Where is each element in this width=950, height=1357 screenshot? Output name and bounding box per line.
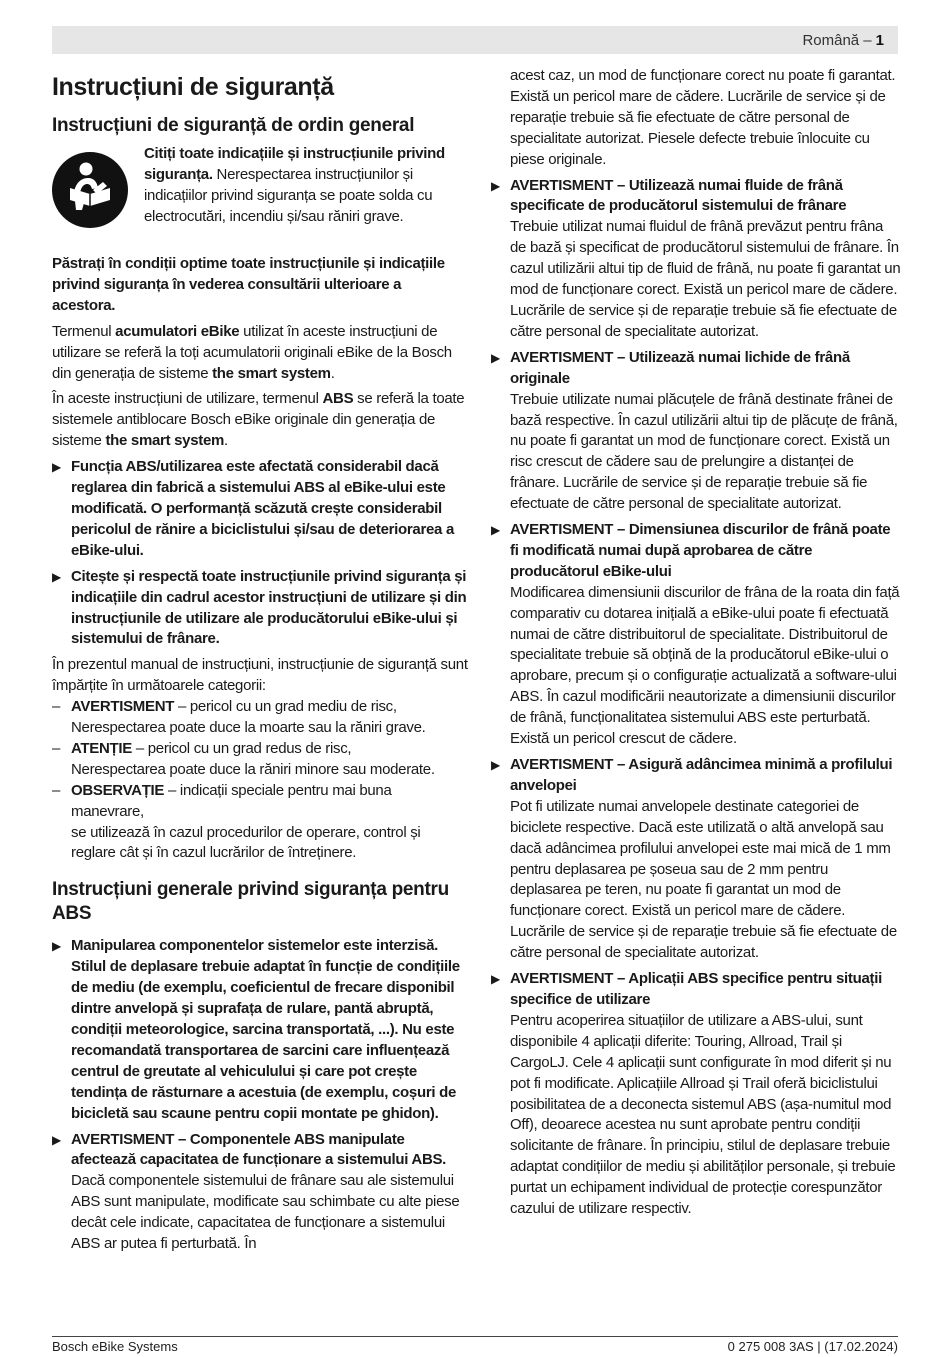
bullet-brake-discs: ▶ AVERTISMENT – Dimensiunea discurilor de frână poate fi modificată numai după aprobarea de către producătorul eBike-ului Modificarea dimensiunii discurilor de frâna de la roata din față comparativ cu dotarea inițială a eBike-ului poate fi efectuată numai de către distribuitorul de specialitate. Distribuitorul de specialitate trebuie să obțină de la producătorul eBike-ului o aprobare, precum și o configurație actualizată a software-ului ABS. În cazul modificării neautorizate a dimensiunii discurilor de frână, funcționalitatea sistemului ABS este perturbată. Există un pericol crescut de cădere.: [491, 521, 900, 748]
footer-document-id: 0 275 008 3AS | (17.02.2024): [727, 1339, 898, 1354]
left-column: [52, 66, 468, 1260]
paragraph-abs-term: În aceste instrucțiuni de utilizare, termenul ABS se referă la toate sistemele antiblocare Bosch eBike originale din generația de sisteme the smart system.: [52, 390, 465, 450]
bullet-abs-components: ▶ AVERTISMENT – Componentele ABS manipulate afectează capacitatea de funcționare a sistemului ABS. Dacă componentele sistemului de frânare sau ale sistemului ABS sunt manipulate, modificate sau schimbate cu alte piese decât cele indicate, capacitatea de funcționare a sistemului ABS ar putea fi perturbată. În: [52, 1130, 460, 1253]
keep-instructions-text: Păstrați în condiții optime toate instrucțiunile și indicațiile privind siguranța în vederea consultării ulterioare a acestora.: [52, 255, 445, 314]
triangle-right-icon: ▶: [491, 758, 500, 772]
bullet-brake-fluid: ▶ AVERTISMENT – Utilizează numai fluide de frână specificate de producătorul sistemului de frânare Trebuie utilizat numai fluidul de frână prevăzut pentru frâna de bază și specificat de producătorul sistemului de frânare. În cazul utilizării altui tip de fluid de frână, nu poate fi garantat un mod de funcționare corect. Există un pericol mare de cădere. Lucrările de service și de reparație trebuie să fie efectuate de către personal de specialitate autorizat.: [491, 176, 901, 340]
section-heading-abs: Instrucțiuni generale privind siguranța pentru ABS: [52, 879, 449, 925]
read-instructions-text: Citiți toate indicațiile și instrucțiunile privind siguranța. Nerespectarea instrucțiunilor și indicațiilor privind siguranța se poate solda cu electrocutări, incendiu și/sau răniri grave.: [144, 145, 445, 225]
footer-divider: [52, 1336, 898, 1337]
paragraph-batteries: Termenul acumulatori eBike utilizat în aceste instrucțiuni de utilizare se referă la toți acumulatorii originali eBike de la Bosch din generația de sisteme the smart system.: [52, 322, 452, 382]
triangle-right-icon: ▶: [491, 178, 500, 193]
right-column: [491, 66, 901, 1225]
bullet-manipulation: ▶ Manipularea componentelor sistemelor este interzisă. Stilul de deplasare trebuie adaptat în funcție de condițiile de mediu (de exemplu, coeficientul de frecare disponibil dintre anvelopă și suprafața de rulare, pantă abruptă, condiții meteorologice, sarcina transportată, ...). Nu este recomandată transportarea de sarcini care influențează centrul de greutate al vehiculului și care pot crește tendința de răsturnare a acestuia (de exemplu, coșuri de bicicletă sau scaune pentru copii montate pe ghidon).: [52, 937, 460, 1122]
read-instructions-block: [52, 144, 468, 252]
categories-intro: În prezentul manual de instrucțiuni, instrucțiunie de siguranță sunt împărțite în următoarele categorii:: [52, 656, 468, 695]
page-header: [52, 26, 898, 54]
header-language: Română –: [802, 31, 872, 49]
section-heading-general: Instrucțiuni de siguranță de ordin general: [52, 115, 415, 136]
page-title: Instrucțiuni de siguranță: [52, 73, 334, 101]
bullet-brake-pads: ▶ AVERTISMENT – Utilizează numai lichide de frână originale Trebuie utilizate numai plăcuțele de frână destinate frânei de bază respective. În cazul utilizării altui tip de plăcuțe de frână, nu poate fi garantat un mod de funcționare corect. Există un risc crescut de cădere sau de prelungire a distanței de frânare. Lucrările de service și de reparație trebuie să fie efectuate de către personal de specialitate autorizat.: [491, 348, 898, 513]
bullet-tyre-profile: ▶ AVERTISMENT – Asigură adâncimea minimă a profilului anvelopei Pot fi utilizate numai anvelopele destinate categoriei de biciclete respective. Dacă este utilizată o altă anvelopă sau dacă adâncimea profilului anvelopei este mai mică de 1 mm pentru deplasarea pe șoseua sau de 2 mm pentru deplasarea pe teren, nu poate fi garantat un mod de funcționare corect. Există un pericol mare de cădere. Lucrările de service și de reparație trebuie să fie efectuate de către personal de specialitate autorizat.: [491, 756, 897, 962]
header-page-number: 1: [875, 31, 884, 49]
category-caution: – ATENȚIE – pericol cu un grad redus de risc, Nerespectarea poate duce la răniri minore sau moderate.: [52, 739, 435, 778]
bullet-read-instructions: ▶ Citește și respectă toate instrucțiunile privind siguranța și indicațiile din cadrul acestor instrucțiuni de utilizare și din instrucțiunile de utilizare ale producătorului eBike-ului și sistemului de frânare.: [52, 567, 467, 648]
triangle-right-icon: ▶: [491, 972, 500, 987]
triangle-right-icon: ▶: [52, 1132, 61, 1147]
category-note: – OBSERVAȚIE – indicații speciale pentru mai buna manevrare, se utilizează în cazul procedurilor de operare, control și reglare cât și în cazul lucrărilor de întreținere.: [52, 781, 421, 862]
bullet-abs-applications: ▶ AVERTISMENT – Aplicații ABS specifice pentru situații specifice de utilizare Pentru acoperirea situațiilor de utilizare a ABS-ului, sunt disponibile 4 aplicații diferite: Touring, Allroad, Trail și CargoLJ. Cele 4 aplicații sunt configurate în mod diferit și nu pot fi modificate. Aplicațiile Allroad și Trail oferă biciclistului posibilitatea de a deconecta sistemul ABS (așa-numitul mod Off), deoarece acestea nu sunt aprobate pentru condiții solicitante de frânare. În principiu, stilul de deplasare trebuie adaptat condițiilor de mediu și abilităților personale, și trebuie purtat un echipament individual de protecție corespunzător cazului de utilizare respectiv.: [491, 970, 896, 1218]
continued-text: acest caz, un mod de funcționare corect nu poate fi garantat. Există un pericol mare de cădere. Lucrările de service și de reparație trebuie să fie efectuate de către personal de specialitate autorizat. Piesele defecte trebuie înlocuite cu piese originale.: [510, 67, 896, 168]
triangle-right-icon: ▶: [491, 523, 500, 538]
bullet-abs-function: ▶ Funcția ABS/utilizarea este afectată considerabil dacă reglarea din fabrică a sistemului ABS al eBike-ului este modificată. O performanță scăzută crește considerabil pericolul de rănire a biciclistului și/sau de deteriorarea a eBike-ului.: [52, 458, 454, 559]
read-manual-icon: [52, 152, 128, 228]
footer-company: Bosch eBike Systems: [52, 1339, 178, 1354]
triangle-right-icon: ▶: [52, 569, 61, 584]
category-warning: – AVERTISMENT – pericol cu un grad mediu de risc, Nerespectarea poate duce la moarte sau la răniri grave.: [52, 698, 426, 737]
triangle-right-icon: ▶: [52, 460, 61, 475]
triangle-right-icon: ▶: [52, 939, 61, 954]
triangle-right-icon: ▶: [491, 350, 500, 365]
